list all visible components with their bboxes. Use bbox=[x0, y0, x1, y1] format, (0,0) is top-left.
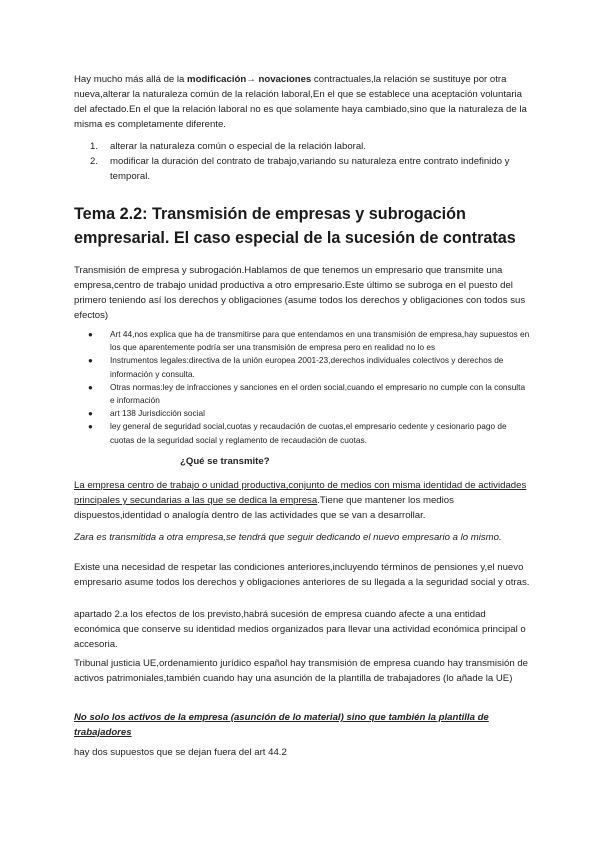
bullet-list bbox=[74, 328, 530, 447]
bullet-text: Art 44,nos explica que ha de transmitirse para que entendamos en una transmisión de empresa,hay supuestos en los que aparentemente podría ser una transmisión de empresa pero en realidad no lo es bbox=[110, 329, 530, 353]
intro-text-2: contractuales,la relación se sustituye por otra nueva,alterar la naturaleza común de la relación laboral,En el que se establece una aceptación voluntaria del afectado.En el que la relación laboral no es que solamente haya cambiado,sino que la naturaleza de la misma es completamente diferente. bbox=[74, 74, 527, 130]
bullet-icon: ● bbox=[88, 422, 93, 432]
empresa-text: .Tiene que mantener los medios dispuestos,identidad o analogía dentro de las actividades que se van a desarrollar. bbox=[74, 495, 454, 521]
no-solo-paragraph: No solo los activos de la empresa (asunción de lo material) sino que también la plantilla de trabajadores bbox=[74, 712, 489, 738]
bullet-icon: ● bbox=[88, 356, 93, 366]
list-number: 2. bbox=[90, 156, 99, 167]
hay-paragraph: hay dos supuestos que se dejan fuera del art 44.2 bbox=[74, 747, 287, 758]
list-item bbox=[74, 154, 530, 184]
intro-paragraph bbox=[74, 72, 530, 132]
bullet-item bbox=[74, 420, 530, 446]
empresa-paragraph bbox=[74, 478, 530, 523]
bullet-item bbox=[74, 407, 530, 420]
list-item bbox=[74, 139, 530, 154]
bullet-text: ley general de seguridad social,cuotas y recaudación de cuotas,el empresario cedente y cesionario pago de cuotas de la seguridad social y reglamento de recaudación de cuotas. bbox=[110, 421, 507, 445]
bullet-item bbox=[74, 381, 530, 407]
bullet-icon: ● bbox=[88, 330, 93, 339]
bullet-text: Otras normas:ley de infracciones y sanciones en el orden social,cuando el empresario no cumple con la consulta e información bbox=[110, 381, 526, 406]
existe-paragraph: Existe una necesidad de respetar las condiciones anteriores,incluyendo términos de pensiones y,el nuevo empresario asume todos los derechos y obligaciones anteriores de su llegada a la seguridad social y otras. bbox=[74, 562, 530, 588]
section-title: Tema 2.2: Transmisión de empresas y subrogación empresarial. El caso especial de la sucesión de contratas bbox=[74, 205, 516, 247]
list-number: 1. bbox=[90, 141, 99, 152]
bullet-icon: ● bbox=[88, 382, 93, 392]
transmision-paragraph: Transmisión de empresa y subrogación.Hablamos de que tenemos un empresario que transmite una empresa,centro de trabajo unidad productiva a otro empresario.Este último se subroga en el puesto del primero teniendo así los derechos y obligaciones (asume todos los derechos y obligaciones con todos sus efectos) bbox=[74, 265, 526, 321]
bullet-text: Instrumentos legales:directiva de la unión europea 2001-23,derechos individuales colectivos y derechos de información y consulta. bbox=[110, 355, 504, 379]
bullet-icon: ● bbox=[88, 409, 93, 419]
bullet-item bbox=[74, 354, 530, 380]
list-item-text: modificar la duración del contrato de trabajo,variando su naturaleza entre contrato indefinido y temporal. bbox=[110, 156, 510, 182]
tribunal-paragraph: Tribunal justicia UE,ordenamiento jurídico español hay transmisión de empresa cuando hay transmisión de activos patrimoniales,también cuando hay una asunción de la plantilla de trabajadores (lo añade la UE) bbox=[74, 658, 528, 684]
apartado-paragraph: apartado 2.a los efectos de los previsto,habrá sucesión de empresa cuando afecte a una entidad económica que conserve su identidad medios organizados para llevar una actividad económica principal o accesoria. bbox=[74, 609, 526, 650]
intro-text-1: Hay mucho más allá de la bbox=[74, 74, 188, 85]
zara-paragraph: Zara es transmitida a otra empresa,se tendrá que seguir dedicando el nuevo empresario a lo mismo. bbox=[74, 532, 502, 543]
list-item-text: alterar la naturaleza común o especial de la relación laboral. bbox=[110, 141, 366, 152]
numbered-list bbox=[74, 139, 530, 184]
bullet-text: art 138 Jurisdicción social bbox=[110, 408, 205, 419]
bullet-item bbox=[74, 328, 530, 354]
intro-bold-term: modificación→ novaciones bbox=[187, 74, 312, 85]
question-heading: ¿Qué se transmite? bbox=[180, 456, 270, 467]
empresa-underlined-text: La empresa centro de trabajo o unidad productiva,conjunto de medios con misma identidad de actividades principales y secundarias a las que se dedica la empresa bbox=[74, 480, 527, 506]
